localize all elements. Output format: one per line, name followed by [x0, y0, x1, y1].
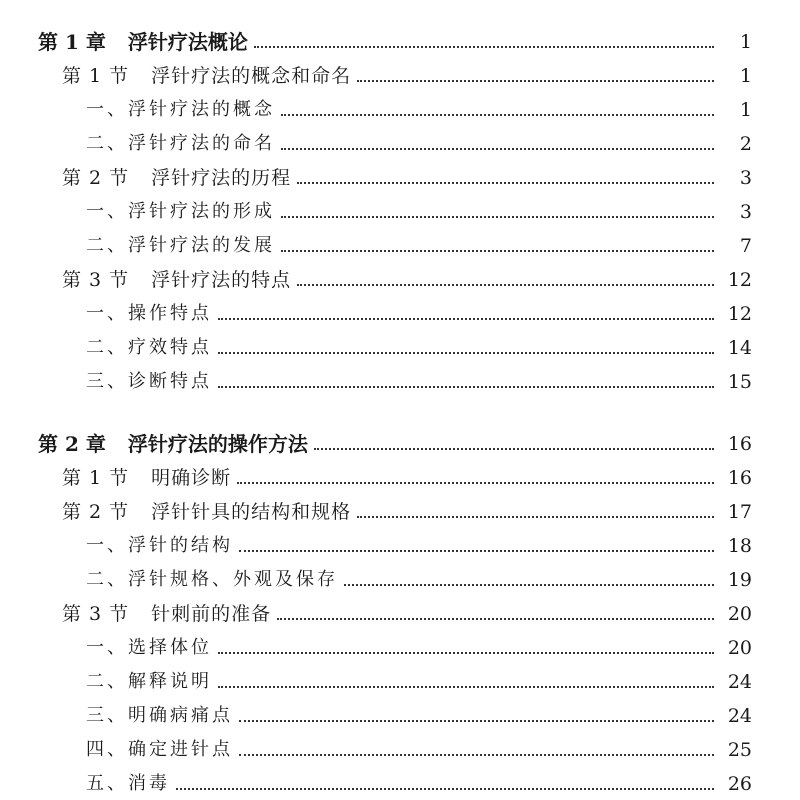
- toc-entry-label: 一、: [86, 535, 128, 556]
- dot-leader: [218, 386, 714, 388]
- dot-leader: [357, 516, 714, 518]
- toc-entry-sub: [86, 292, 752, 326]
- dot-leader: [314, 448, 714, 450]
- toc-page-number: 20: [727, 603, 752, 625]
- toc-entry-text: 浮针疗法的发展: [128, 235, 275, 256]
- toc-entry-title: [86, 568, 338, 592]
- dot-leader: [176, 788, 714, 790]
- toc-page-number: 1: [739, 99, 752, 121]
- toc-entry-sub: [86, 190, 752, 224]
- toc-entry-text: 针刺前的准备: [151, 603, 272, 625]
- dot-leader: [237, 482, 714, 484]
- toc-entry-text: 浮针的结构: [128, 535, 233, 556]
- toc-entry-label: 第 2 节: [62, 501, 130, 523]
- toc-page-number: 1: [739, 65, 752, 87]
- toc-page-number: 18: [727, 535, 752, 557]
- toc-entry-text: 明确病痛点: [128, 705, 233, 726]
- dot-leader: [218, 652, 714, 654]
- toc-entry-text: 浮针规格、外观及保存: [128, 569, 338, 590]
- dot-leader: [239, 550, 714, 552]
- toc-entry-title: [86, 98, 275, 122]
- toc-entry-title: [86, 302, 212, 326]
- dot-leader: [254, 46, 714, 48]
- dot-leader: [344, 584, 714, 586]
- toc-entry-text: 浮针针具的结构和规格: [151, 501, 352, 523]
- toc-entry-text: 操作特点: [128, 303, 212, 324]
- toc-entry-label: 二、: [86, 337, 128, 358]
- toc-entry-label: 一、: [86, 637, 128, 658]
- toc-entry-text: 浮针疗法的操作方法: [127, 432, 308, 456]
- toc-entry-label: 一、: [86, 201, 128, 222]
- toc-entry-title: [86, 738, 233, 762]
- toc-entry-section: [62, 592, 752, 626]
- toc-entry-section: [62, 456, 752, 490]
- toc-entry-sub: [86, 88, 752, 122]
- dot-leader: [218, 318, 714, 320]
- toc-entry-label: 二、: [86, 569, 128, 590]
- toc-entry-title: [62, 64, 351, 88]
- toc-page-number: 7: [739, 235, 752, 257]
- toc-entry-title: [86, 370, 212, 394]
- toc-entry-title: [86, 670, 212, 694]
- toc-entry-title: [86, 704, 233, 728]
- toc-entry-text: 疗效特点: [128, 337, 212, 358]
- toc-page-number: 24: [727, 671, 752, 693]
- toc-entry-sub: [86, 728, 752, 762]
- toc-entry-text: 明确诊断: [151, 467, 232, 489]
- toc-page-number: 15: [727, 371, 752, 393]
- toc-entry-text: 确定进针点: [128, 739, 233, 760]
- toc-entry-text: 浮针疗法的历程: [151, 167, 292, 189]
- toc-page-number: 14: [727, 337, 752, 359]
- toc-entry-title: [86, 200, 275, 224]
- toc-entry-label: 四、: [86, 739, 128, 760]
- toc-entry-text: 消毒: [128, 773, 170, 794]
- toc-page-number: 25: [727, 739, 752, 761]
- toc-entry-title: [38, 30, 248, 54]
- toc-entry-label: 第 1 章: [38, 30, 106, 54]
- toc-entry-title: [86, 636, 212, 660]
- toc-page-number: 3: [739, 201, 752, 223]
- toc-entry-text: 浮针疗法的特点: [151, 269, 292, 291]
- dot-leader: [239, 754, 714, 756]
- dot-leader: [357, 80, 714, 82]
- toc-entry-chapter: [38, 422, 752, 456]
- toc-entry-text: 浮针疗法的形成: [128, 201, 275, 222]
- toc-entry-title: [62, 268, 291, 292]
- toc-entry-sub: [86, 360, 752, 394]
- toc-entry-text: 解释说明: [128, 671, 212, 692]
- toc-entry-section: [62, 54, 752, 88]
- toc-entry-section: [62, 490, 752, 524]
- dot-leader: [239, 720, 714, 722]
- dot-leader: [281, 250, 714, 252]
- toc-entry-text: 浮针疗法的概念和命名: [151, 65, 352, 87]
- toc-entry-sub: [86, 626, 752, 660]
- toc-entry-label: 一、: [86, 303, 128, 324]
- toc-entry-label: 三、: [86, 371, 128, 392]
- toc-entry-label: 二、: [86, 235, 128, 256]
- toc-entry-label: 第 1 节: [62, 467, 130, 489]
- toc-entry-title: [62, 166, 291, 190]
- dot-leader: [281, 216, 714, 218]
- toc-entry-text: 浮针疗法概论: [127, 30, 248, 54]
- toc-entry-sub: [86, 694, 752, 728]
- dot-leader: [297, 284, 714, 286]
- toc-entry-label: 二、: [86, 133, 128, 154]
- toc-page-number: 3: [739, 167, 752, 189]
- toc-entry-title: [62, 466, 231, 490]
- toc-entry-sub: [86, 122, 752, 156]
- toc-entry-title: [86, 772, 170, 796]
- toc-entry-label: 五、: [86, 773, 128, 794]
- toc-entry-text: 诊断特点: [128, 371, 212, 392]
- toc-entry-title: [86, 336, 212, 360]
- toc-entry-sub: [86, 660, 752, 694]
- dot-leader: [277, 618, 714, 620]
- toc-entry-title: [86, 132, 275, 156]
- toc-page-number: 16: [727, 433, 752, 455]
- toc-entry-sub: [86, 558, 752, 592]
- dot-leader: [297, 182, 714, 184]
- toc-page-number: 12: [727, 303, 752, 325]
- toc-entry-text: 浮针疗法的命名: [128, 133, 275, 154]
- toc-entry-text: 浮针疗法的概念: [128, 99, 275, 120]
- toc-entry-label: 三、: [86, 705, 128, 726]
- toc-entry-title: [38, 432, 308, 456]
- toc-entry-label: 一、: [86, 99, 128, 120]
- toc-entry-label: 第 3 节: [62, 269, 130, 291]
- toc-entry-sub: [86, 326, 752, 360]
- toc-entry-label: 第 3 节: [62, 603, 130, 625]
- toc-entry-sub: [86, 224, 752, 258]
- toc-entry-chapter: [38, 20, 752, 54]
- toc-page-number: 12: [727, 269, 752, 291]
- toc-entry-section: [62, 258, 752, 292]
- toc-entry-label: 第 2 节: [62, 167, 130, 189]
- toc-entry-title: [86, 234, 275, 258]
- toc-entry-text: 选择体位: [128, 637, 212, 658]
- toc-entry-sub: [86, 762, 752, 796]
- toc-page-number: 19: [727, 569, 752, 591]
- toc-page-number: 26: [727, 773, 752, 795]
- toc-page-number: 1: [739, 31, 752, 53]
- toc-entry-section: [62, 156, 752, 190]
- dot-leader: [218, 352, 714, 354]
- toc-page-number: 17: [727, 501, 752, 523]
- toc-page-number: 16: [727, 467, 752, 489]
- toc-entry-title: [86, 534, 233, 558]
- toc-entry-title: [62, 500, 351, 524]
- toc-entry-label: 第 2 章: [38, 432, 106, 456]
- dot-leader: [218, 686, 714, 688]
- toc-page-number: 24: [727, 705, 752, 727]
- dot-leader: [281, 148, 714, 150]
- toc-page-number: 2: [739, 133, 752, 155]
- toc-page-number: 20: [727, 637, 752, 659]
- toc-entry-title: [62, 602, 271, 626]
- toc-entry-sub: [86, 524, 752, 558]
- toc-entry-label: 第 1 节: [62, 65, 130, 87]
- toc-entry-label: 二、: [86, 671, 128, 692]
- dot-leader: [281, 114, 714, 116]
